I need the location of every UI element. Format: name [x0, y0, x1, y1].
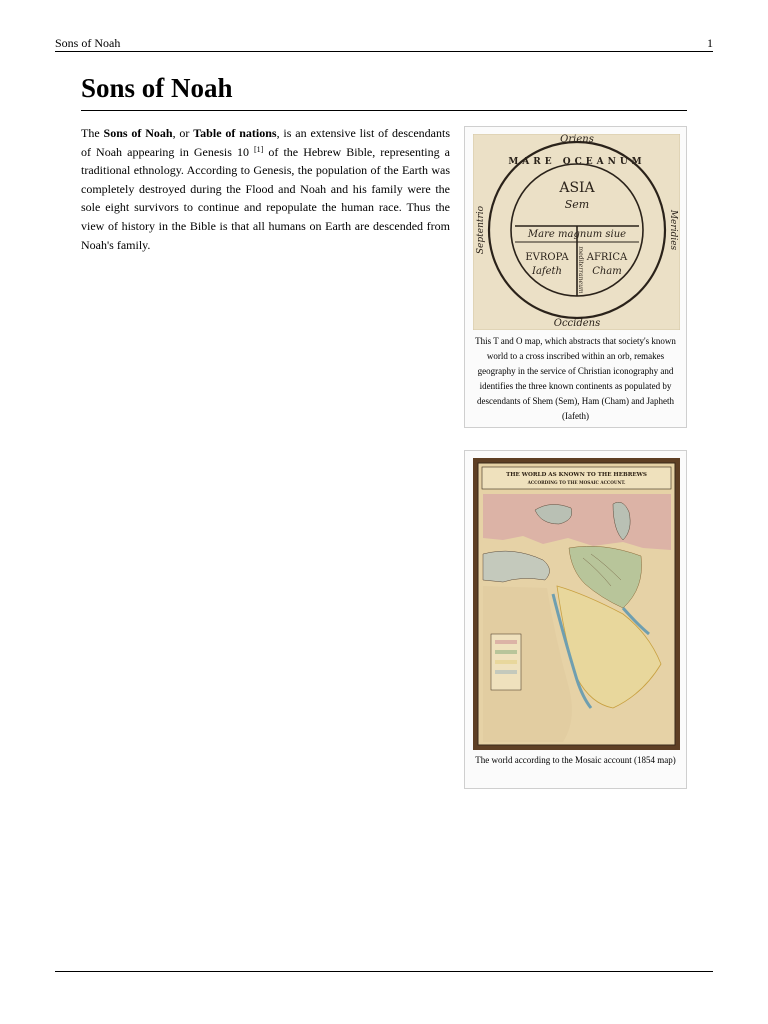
figure-mosaic-map: [464, 450, 687, 789]
article-title: Sons of Noah: [81, 73, 233, 103]
svg-text:Meridies: Meridies: [668, 209, 678, 251]
svg-text:MARE OCEANUM: MARE OCEANUM: [508, 157, 646, 167]
figure-caption-mosaic-map: The world according to the Mosaic account (1854 map): [475, 755, 676, 765]
svg-text:mediterraneum: mediterraneum: [577, 246, 584, 294]
svg-text:Occidens: Occidens: [553, 318, 601, 329]
title-rule: [81, 110, 687, 111]
svg-text:Sem: Sem: [564, 198, 590, 211]
svg-text:AFRICA: AFRICA: [586, 252, 628, 263]
svg-text:Septentrio: Septentrio: [476, 205, 486, 255]
svg-text:Mare magnum siue: Mare magnum siue: [527, 229, 627, 240]
intro-paragraph: The Sons of Noah, or Table of nations, is an extensive list of descendants of Noah appearing in Genesis 10 [1] of the Hebrew Bible, representing a traditional ethnology. According to Genesis, the population of the Earth was completely destroyed during the Flood and Noah and his family were the sole eight survivors to continue and repopulate the human race. Thus the view of history in the Bible is that all humans on Earth are descended from Noah's family.: [81, 126, 450, 252]
figure-caption-t-and-o: This T and O map, which abstracts that society's known world to a cross inscribed within an orb, remakes geography in the service of Christian iconography and identifies the three known continents as populated by descendants of Shem (Sem), Ham (Cham) and Japheth (Iafeth): [475, 336, 676, 421]
figure-t-and-o-map: [464, 126, 687, 428]
svg-text:ASIA: ASIA: [559, 180, 595, 196]
svg-text:Oriens: Oriens: [560, 134, 594, 145]
reference-link[interactable]: [1]: [254, 144, 264, 154]
svg-text:Cham: Cham: [592, 266, 622, 277]
running-header-title: Sons of Noah: [55, 36, 121, 50]
mosaic-map-image[interactable]: [473, 458, 680, 750]
t-and-o-map-image[interactable]: [473, 134, 680, 330]
footer-rule: [55, 971, 713, 972]
running-header: [55, 36, 713, 50]
svg-text:THE WORLD AS KNOWN TO THE HEBR: THE WORLD AS KNOWN TO THE HEBREWS: [506, 472, 647, 478]
bold-term-table-of-nations: Table of nations: [193, 126, 277, 140]
svg-text:Iafeth: Iafeth: [532, 266, 562, 277]
svg-text:EVROPA: EVROPA: [525, 252, 569, 263]
header-rule: [55, 51, 713, 52]
svg-text:ACCORDING TO THE MOSAIC ACCOUN: ACCORDING TO THE MOSAIC ACCOUNT.: [527, 480, 626, 485]
bold-term-sons-of-noah: Sons of Noah: [103, 126, 173, 140]
page-number: 1: [707, 36, 713, 50]
